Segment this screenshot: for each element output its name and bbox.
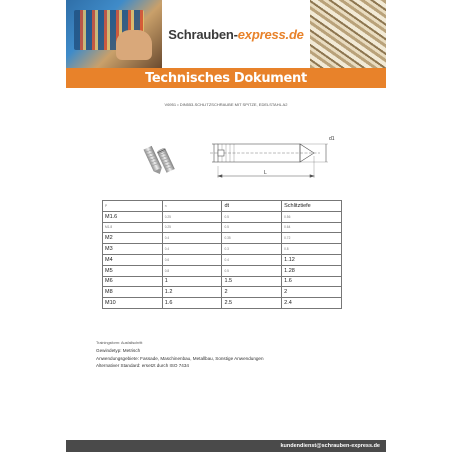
- screws-photo: [310, 0, 386, 68]
- table-cell: 1.12: [282, 254, 342, 265]
- table-cell: 0.72: [282, 233, 342, 244]
- table-cell: M10: [103, 298, 163, 309]
- table-cell: 0.5: [222, 265, 282, 276]
- table-cell: 0.4: [162, 244, 222, 255]
- footer-bar: [66, 440, 386, 452]
- product-photo: [140, 138, 180, 178]
- hand-image: [116, 30, 152, 60]
- dimension-table: [102, 200, 342, 309]
- table-cell: 1: [162, 276, 222, 287]
- table-cell: 1.6: [162, 298, 222, 309]
- product-subtitle: V6951 • DIN553-SCHLITZSCHRAUBE MIT SPITZE, EDELSTAHL A2: [164, 102, 288, 107]
- table-row: [103, 276, 342, 287]
- table-cell: M5: [103, 265, 163, 276]
- table-cell: M3: [103, 244, 163, 255]
- table-header-row: [103, 201, 342, 212]
- table-cell: 0.6: [162, 254, 222, 265]
- document-title: Technisches Dokument: [145, 70, 307, 86]
- logo: [162, 0, 310, 68]
- table-cell: n: [162, 201, 222, 212]
- table-cell: 0.4: [222, 254, 282, 265]
- note-line: Gewindetyp: Metrisch: [96, 348, 141, 354]
- logo-text: [168, 27, 303, 42]
- dimension-l-label: L: [264, 170, 267, 176]
- table-cell: 2: [222, 287, 282, 298]
- technical-drawing: [196, 132, 346, 188]
- table-cell: dt: [222, 201, 282, 212]
- table-cell: 0.8: [282, 244, 342, 255]
- table-row: [103, 265, 342, 276]
- note-line: Trainingsform: Ausfallschritt: [96, 341, 143, 345]
- table-cell: 2.4: [282, 298, 342, 309]
- table-cell: 2.5: [222, 298, 282, 309]
- table-cell: M8: [103, 287, 163, 298]
- table-cell: P: [103, 201, 163, 212]
- table-row: [103, 298, 342, 309]
- table-cell: 0.56: [282, 211, 342, 222]
- table-cell: M1.8: [103, 222, 163, 233]
- table-cell: Schlitztiefe: [282, 201, 342, 212]
- table-cell: 0.25: [162, 222, 222, 233]
- table-cell: 0.35: [222, 233, 282, 244]
- header-banner: [66, 0, 386, 68]
- table-cell: 0.4: [162, 233, 222, 244]
- table-cell: M4: [103, 254, 163, 265]
- logo-main: Schrauben-: [168, 26, 238, 42]
- workshop-photo: [66, 0, 162, 68]
- table-cell: 0.64: [282, 222, 342, 233]
- table-row: [103, 211, 342, 222]
- logo-accent: express.de: [237, 26, 304, 42]
- table-cell: M1.6: [103, 211, 163, 222]
- table-cell: 0.25: [162, 211, 222, 222]
- notes-block: [96, 340, 356, 370]
- table-cell: 1.2: [162, 287, 222, 298]
- table-cell: 0.8: [162, 265, 222, 276]
- table-cell: 0.3: [222, 244, 282, 255]
- table-cell: M6: [103, 276, 163, 287]
- table-cell: 0.5: [222, 211, 282, 222]
- table-row: [103, 287, 342, 298]
- table-cell: 1.5: [222, 276, 282, 287]
- table-row: [103, 244, 342, 255]
- table-row: [103, 222, 342, 233]
- note-line: Anwendungsgebiete: Fassade, Maschinenbau, Metallbau, Sonstige Anwendungen: [96, 355, 264, 361]
- note-line: Alternativer Standard: ersetzt durch ISO 7434: [96, 363, 189, 369]
- table-cell: 0.5: [222, 222, 282, 233]
- table-row: [103, 233, 342, 244]
- table-cell: 1.28: [282, 265, 342, 276]
- title-bar: [66, 68, 386, 88]
- dimension-d1-label: d1: [329, 136, 335, 142]
- table-row: [103, 254, 342, 265]
- table-cell: 1.6: [282, 276, 342, 287]
- contact-email[interactable]: kundendienst@schrauben-express.de: [280, 443, 380, 449]
- table-cell: M2: [103, 233, 163, 244]
- table-cell: 2: [282, 287, 342, 298]
